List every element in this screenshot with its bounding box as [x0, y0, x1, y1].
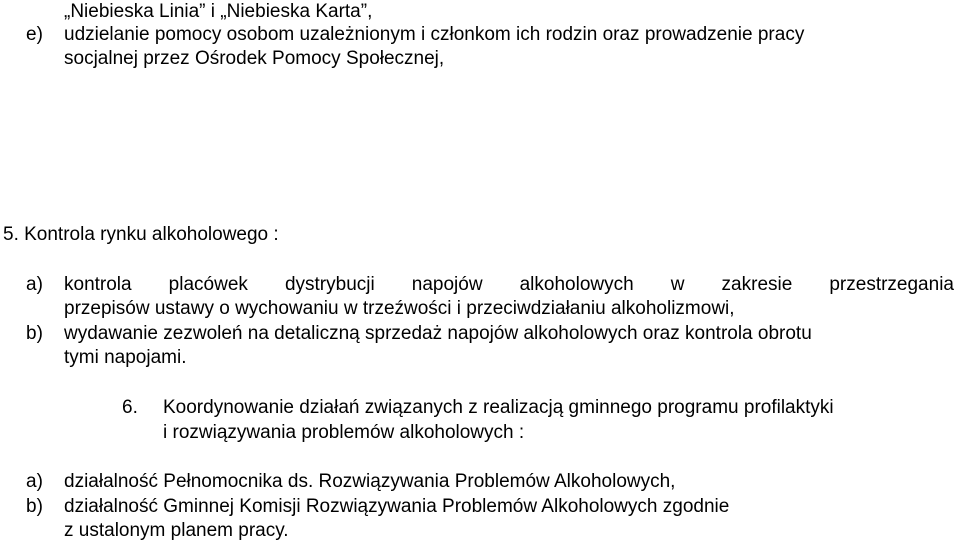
section-6-number: 6.: [122, 397, 138, 418]
item-e-line-1: udzielanie pomocy osobom uzależnionym i członkom ich rodzin oraz prowadzenie pracy: [64, 24, 805, 45]
word: zakresie: [721, 274, 793, 295]
top-continuation-line: „Niebieska Linia” i „Niebieska Karta”,: [64, 1, 373, 22]
section-6-line-2: i rozwiązywania problemów alkoholowych :: [163, 422, 525, 443]
section-5-item-b-line-2: tymi napojami.: [64, 347, 187, 368]
section-6-item-b-line-2: z ustalonym planem pracy.: [64, 520, 289, 541]
section-6-item-a-line-1: działalność Pełnomocnika ds. Rozwiązywania Problemów Alkoholowych,: [64, 471, 676, 492]
section-6-item-b-line-1: działalność Gminnej Komisji Rozwiązywania Problemów Alkoholowych zgodnie: [64, 496, 730, 517]
section-6-item-b-label: b): [26, 496, 43, 517]
section-5-item-a-label: a): [26, 274, 43, 295]
word: w: [670, 274, 685, 295]
item-e-line-2: socjalnej przez Ośrodek Pomocy Społecznej,: [64, 48, 445, 69]
word: przestrzegania: [829, 274, 954, 295]
section-5-item-a-line-1: [64, 275, 954, 294]
item-e-label: e): [26, 24, 43, 45]
section-6-line-1: Koordynowanie działań związanych z realizacją gminnego programu profilaktyki: [163, 397, 834, 418]
word: dystrybucji: [284, 274, 375, 295]
word: placówek: [168, 274, 248, 295]
section-5-heading: 5. Kontrola rynku alkoholowego :: [3, 224, 279, 245]
word: alkoholowych: [519, 274, 634, 295]
word: napojów: [411, 274, 483, 295]
section-5-item-a-line-2: przepisów ustawy o wychowaniu w trzeźwości i przeciwdziałaniu alkoholizmowi,: [64, 298, 735, 319]
section-5-item-b-line-1: wydawanie zezwoleń na detaliczną sprzedaż napojów alkoholowych oraz kontrola obrotu: [64, 323, 812, 344]
section-5-item-b-label: b): [26, 323, 43, 344]
word: kontrola: [64, 274, 132, 295]
section-6-item-a-label: a): [26, 471, 43, 492]
